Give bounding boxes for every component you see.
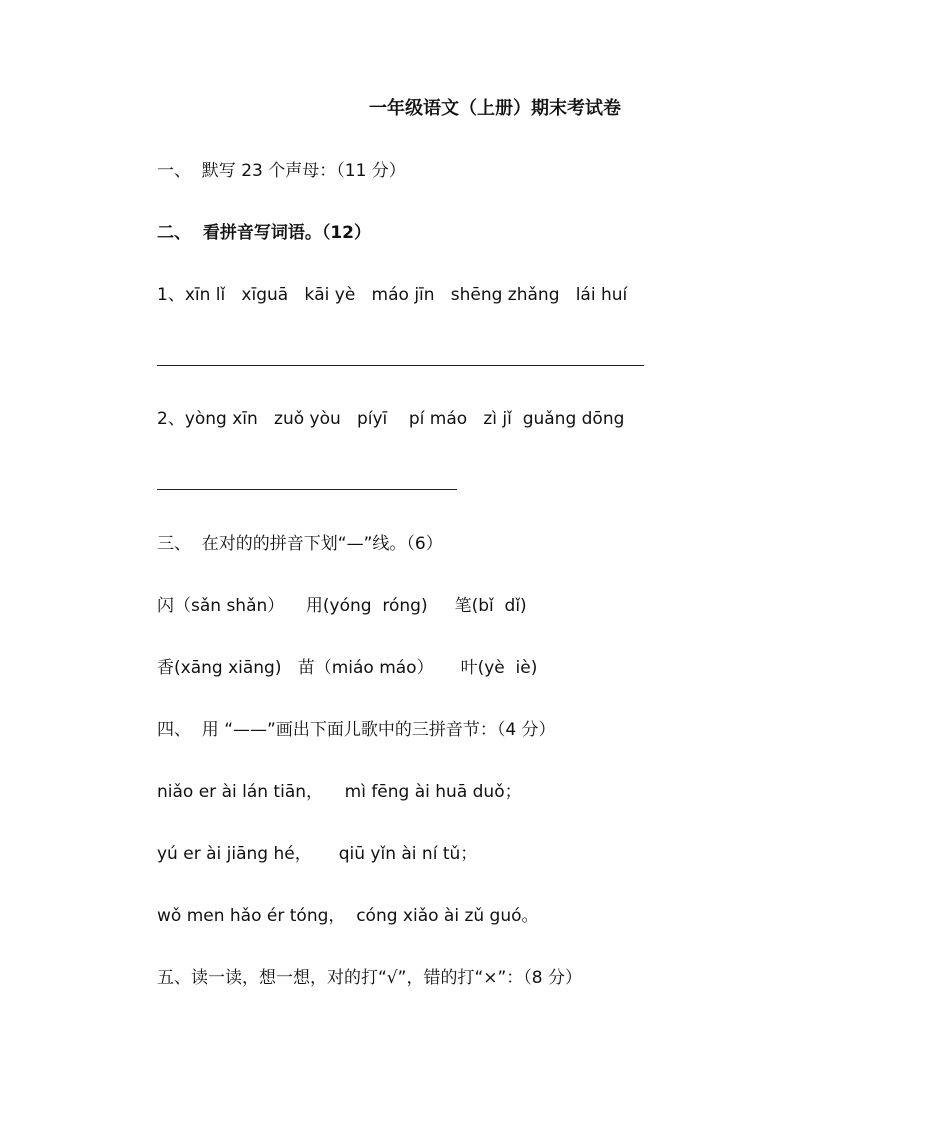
answer-line-1 xyxy=(157,365,644,366)
page-title: 一年级语文（上册）期末考试卷 xyxy=(369,98,621,119)
section-1-heading: 一、 默写 23 个声母：（11 分） xyxy=(157,161,406,181)
choice-row-2: 香(xāng xiāng) 苗（miáo máo） 叶(yè iè) xyxy=(157,658,538,678)
section-5-heading: 五、读一读，想一想，对的打“√”，错的打“×”：（8 分） xyxy=(157,968,583,988)
rhyme-line-2: yú er ài jiāng hé， qiū yǐn ài ní tǔ； xyxy=(157,844,478,864)
section-4-heading: 四、 用 “——”画出下面儿歌中的三拼音节：（4 分） xyxy=(157,720,556,740)
rhyme-line-1: niǎo er ài lán tiān， mì fēng ài huā duǒ； xyxy=(157,782,522,802)
pinyin-row-2: 2、yòng xīn zuǒ yòu píyī pí máo zì jǐ guǎng dōng xyxy=(157,409,625,429)
section-2-heading: 二、 看拼音写词语。（12） xyxy=(157,223,371,243)
choice-row-1: 闪（sǎn shǎn） 用(yóng róng) 笔(bǐ dǐ) xyxy=(157,596,527,616)
section-3-heading: 三、 在对的的拼音下划“—”线。（6） xyxy=(157,534,443,554)
answer-line-2 xyxy=(157,489,457,490)
pinyin-row-1: 1、xīn lǐ xīguā kāi yè máo jīn shēng zhǎng lái huí xyxy=(157,285,628,305)
rhyme-line-3: wǒ men hǎo ér tóng， cóng xiǎo ài zǔ guó。 xyxy=(157,906,539,926)
